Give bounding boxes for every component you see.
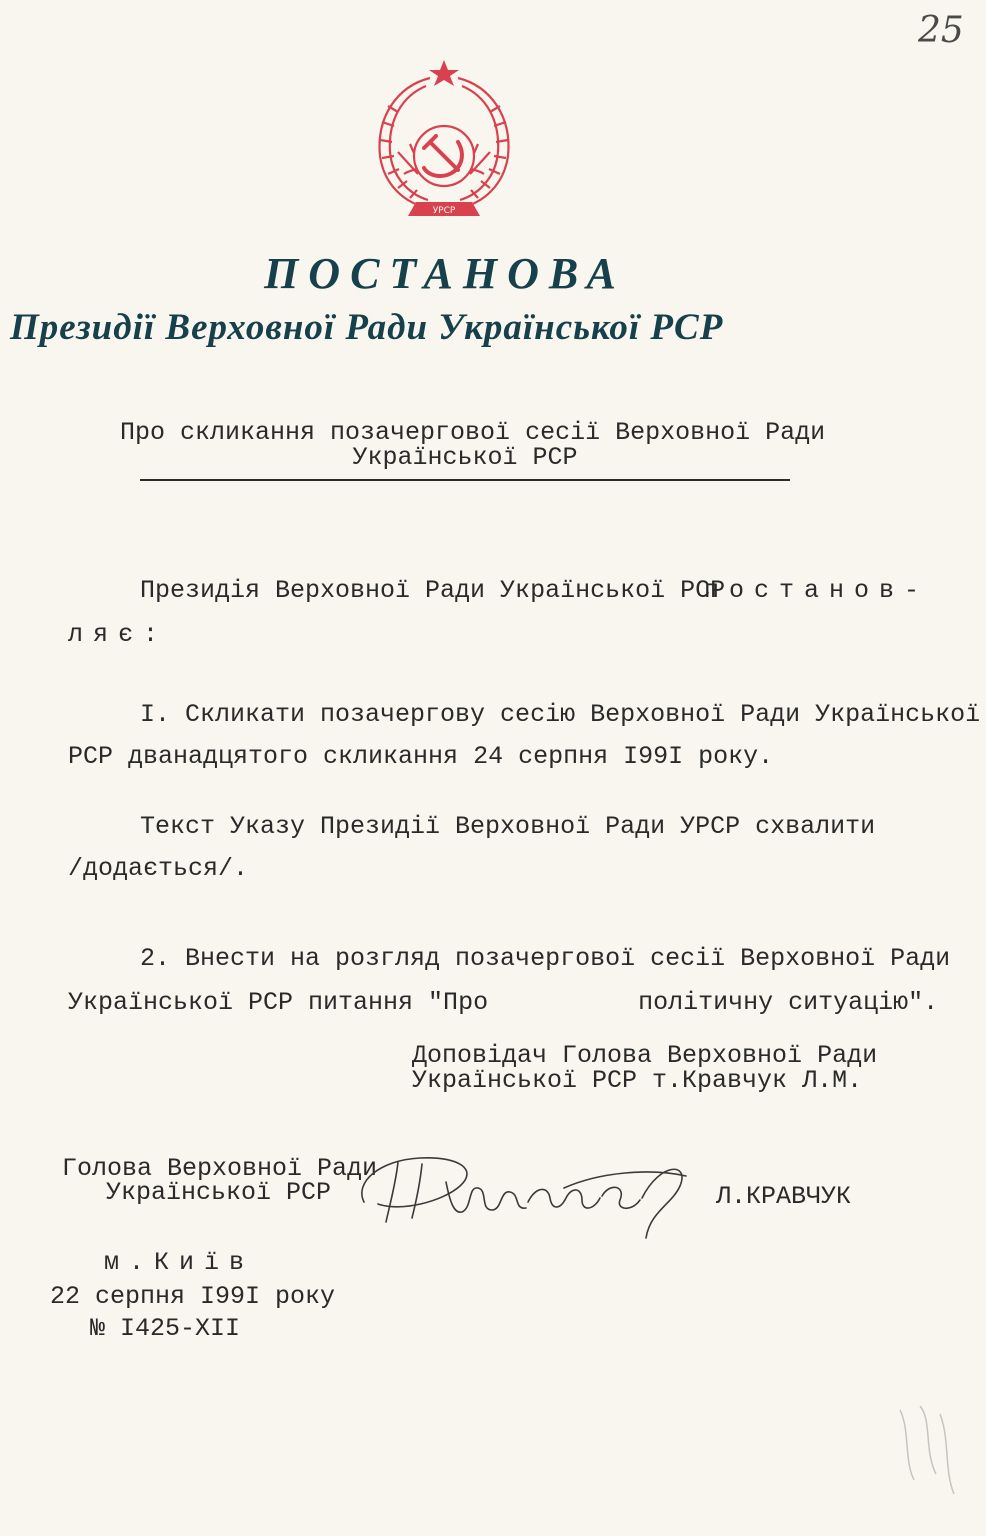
signatory-position-1: Голова Верховної Ради — [62, 1154, 378, 1183]
document-issuer: Президії Верховної Ради Української РСР — [10, 307, 724, 348]
coat-of-arms-icon — [368, 56, 520, 224]
item2-line-1: 2. Внести на розгляд позачергової сесії Верховної Ради — [140, 944, 951, 973]
document-number: № I425-XII — [90, 1314, 241, 1343]
intro-spaced-1: постанов- — [704, 576, 930, 605]
item2-line-2: Української РСР питання "Про політичну ситуацію". — [68, 988, 939, 1017]
item1-line-1: I. Скликати позачергову сесію Верховної Ради Української — [140, 700, 981, 729]
signatory-position-2: Української РСР — [106, 1178, 332, 1207]
subject-line-1: Про скликання позачергової сесії Верховної Ради — [120, 418, 826, 447]
date: 22 серпня I99I року — [50, 1282, 336, 1311]
item1-line-2: РСР дванадцятого скликання 24 серпня I99I року. — [68, 742, 774, 771]
handwritten-signature-icon — [350, 1142, 700, 1246]
signatory-name: Л.КРАВЧУК — [716, 1182, 852, 1211]
faint-archive-mark-icon — [880, 1390, 970, 1510]
intro-line-1: Президія Верховної Ради Української РСР — [140, 576, 726, 605]
reporter-line-1: Доповідач Голова Верховної Ради — [412, 1041, 878, 1070]
reporter-line-2: Української РСР т.Кравчук Л.М. — [412, 1066, 863, 1095]
document-title: ПОСТАНОВА — [264, 249, 626, 298]
ribbon-text: УРСР — [432, 206, 456, 216]
subject-line-2: Української РСР — [352, 443, 578, 472]
subject-underline — [140, 479, 790, 481]
approve-line-2: /додається/. — [68, 854, 249, 883]
city: м.Київ — [104, 1248, 255, 1277]
page-number: 25 — [918, 10, 964, 51]
intro-spaced-2: ляє: — [68, 620, 169, 649]
approve-line-1: Текст Указу Президії Верховної Ради УРСР схвалити — [140, 812, 876, 841]
